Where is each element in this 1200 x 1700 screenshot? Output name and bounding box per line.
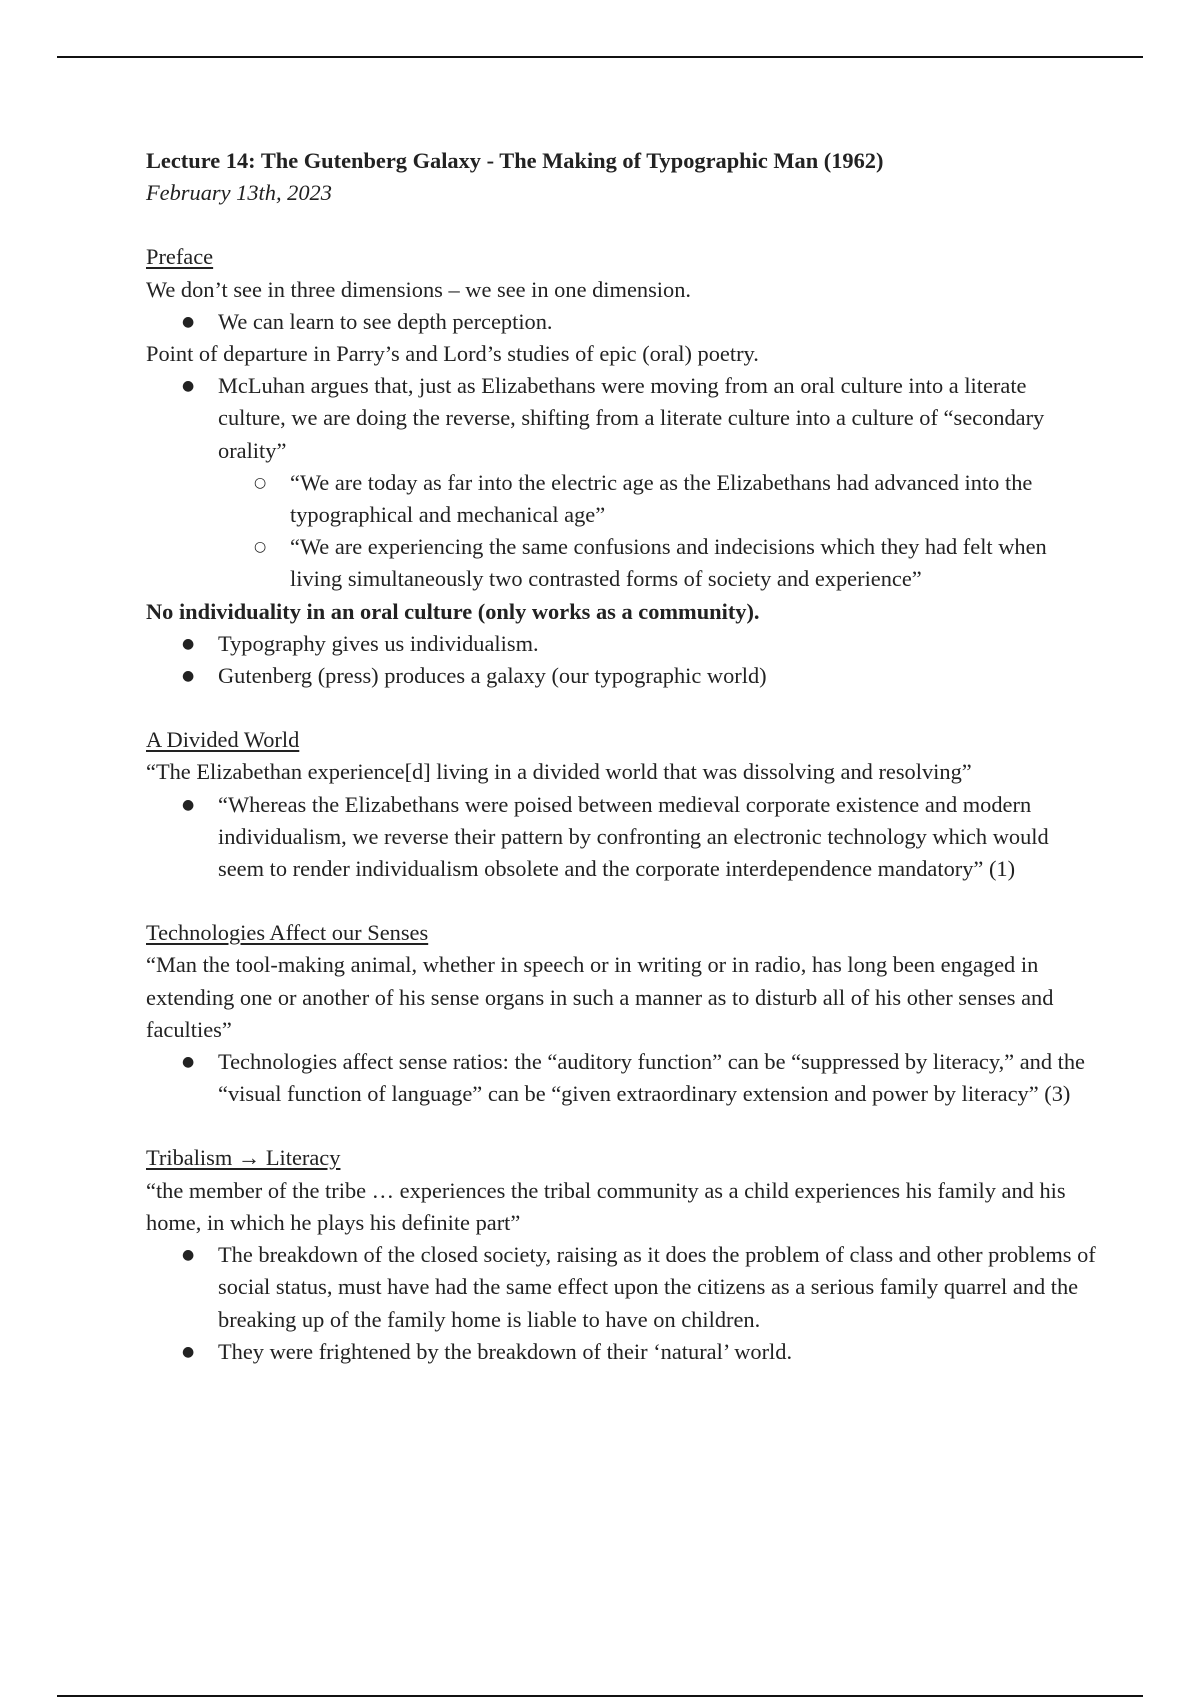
bold-statement: No individuality in an oral culture (only works as a community). (146, 598, 760, 624)
bullet-item: ● “Whereas the Elizabethans were poised between medieval corporate existence and modern individualism, we reverse their pattern by confronting an electronic technology which would seem to render individualism obsolete and the corporate interdependence mandatory” (1) (146, 789, 1096, 886)
bullet-list (146, 789, 1096, 886)
sub-bullet-item: ○ “We are experiencing the same confusions and indecisions which they had felt when living simultaneously two contrasted forms of society and experience” (146, 531, 1096, 595)
bullet-item: ● Typography gives us individualism. (146, 628, 1096, 660)
bullet-item: ● They were frightened by the breakdown of their ‘natural’ world. (146, 1336, 1096, 1368)
bullet-text: McLuhan argues that, just as Elizabethans were moving from an oral culture into a literate culture, we are doing the reverse, shifting from a literate culture into a culture of “secondary orality” (218, 373, 1045, 463)
bullet-item: ● We can learn to see depth perception. (146, 306, 1096, 338)
section-tribalism-literacy (146, 1142, 1096, 1367)
paragraph: “Man the tool-making animal, whether in speech or in writing or in radio, has long been engaged in extending one or another of his sense organs in such a manner as to disturb all of his other senses and faculties” (146, 952, 1054, 1042)
bullet-list (146, 370, 1096, 595)
paragraph: We don’t see in three dimensions – we see in one dimension. (146, 276, 691, 302)
section-preface (146, 241, 1096, 692)
bottom-rule (57, 1695, 1143, 1697)
paragraph: “the member of the tribe … experiences the tribal community as a child experiences his family and his home, in which he plays his definite part” (146, 1177, 1066, 1235)
lecture-title: Lecture 14: The Gutenberg Galaxy - The Making of Typographic Man (1962) (146, 148, 884, 173)
section-divided-world (146, 724, 1096, 885)
lecture-date: February 13th, 2023 (146, 180, 332, 206)
document-body (146, 145, 1096, 1368)
bullet-list (146, 628, 1096, 692)
bullet-item: ● The breakdown of the closed society, raising as it does the problem of class and other problems of social status, must have had the same effect upon the citizens as a serious family quarrel and the breaking up of the family home is liable to have on children. (146, 1239, 1096, 1336)
bullet-list (146, 1239, 1096, 1368)
paragraph: “The Elizabethan experience[d] living in a divided world that was dissolving and resolving” (146, 759, 972, 785)
paragraph: Point of departure in Parry’s and Lord’s studies of epic (oral) poetry. (146, 341, 759, 367)
section-heading: A Divided World (146, 727, 300, 753)
section-heading: Tribalism → Literacy (146, 1145, 341, 1171)
sub-bullet-list (218, 467, 1096, 596)
sub-bullet-item: ○ “We are today as far into the electric age as the Elizabethans had advanced into the typographical and mechanical age” (146, 467, 1096, 531)
section-heading: Technologies Affect our Senses (146, 920, 429, 946)
bullet-item (146, 370, 1096, 595)
top-rule (57, 56, 1143, 58)
section-technologies-senses (146, 917, 1096, 1110)
section-heading: Preface (146, 244, 214, 270)
bullet-list (146, 1046, 1096, 1110)
bullet-list (146, 306, 1096, 338)
bullet-item: ● Gutenberg (press) produces a galaxy (our typographic world) (146, 660, 1096, 692)
bullet-item: ● Technologies affect sense ratios: the “auditory function” can be “suppressed by literacy,” and the “visual function of language” can be “given extraordinary extension and power by literacy” (3) (146, 1046, 1096, 1110)
